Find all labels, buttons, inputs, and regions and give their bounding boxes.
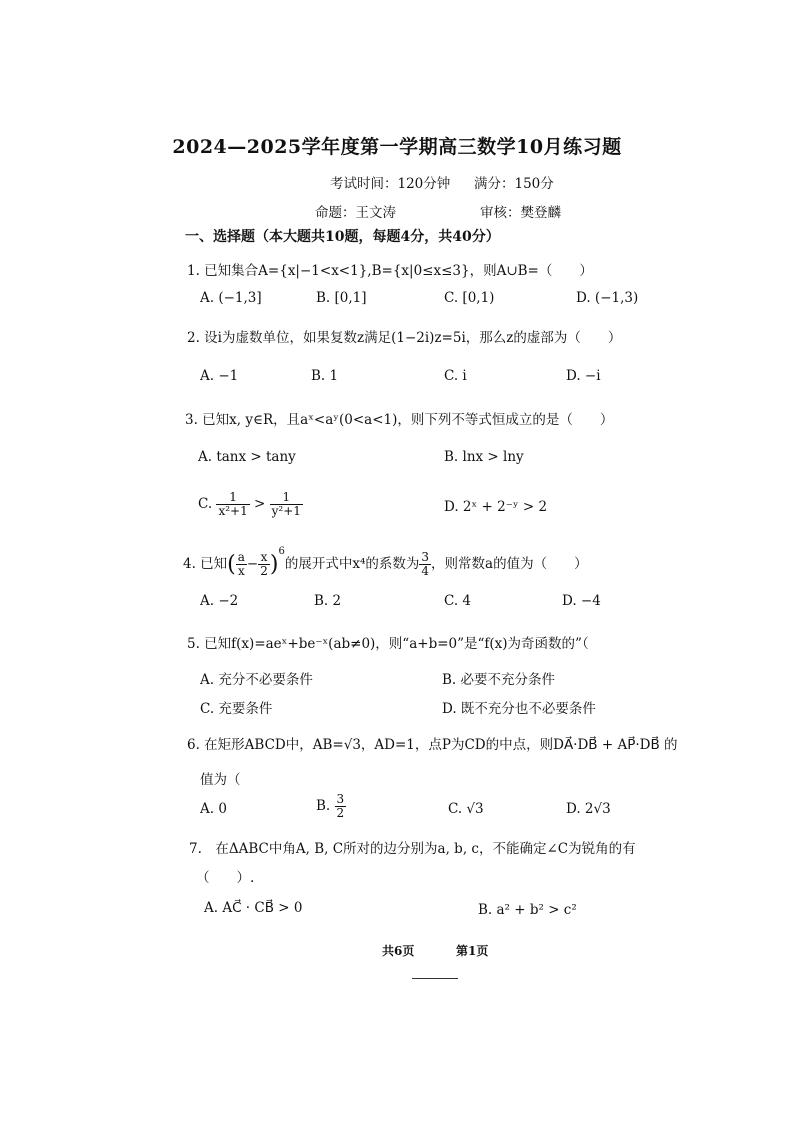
q4-paren-fraction-2 [258,551,270,578]
q5-option-a: A. 充分不必要条件 [200,672,313,688]
q6-option-c: C. √3 [448,801,484,817]
q3-fraction-left-denominator: x²+1 [218,504,248,518]
q3-option-c-label: C. [198,496,213,512]
scan-mark [412,975,458,981]
q6-option-b [316,793,346,820]
question-1-stem: 1. 已知集合A={x|−1<x<1},B={x|0≤x≤3}，则A∪B=（ ） [187,263,593,279]
q3-fraction-left [216,491,249,518]
q4-frac2-num: x [258,551,270,565]
q5-option-c: C. 充要条件 [200,701,273,717]
question-7-stem-line2: （ ）. [196,870,255,886]
q6-option-b-label: B. [316,798,331,814]
q6-b-denominator: 2 [336,806,345,820]
q4-coef-den: 4 [421,564,430,578]
q3-option-a: A. tanx > tany [198,449,296,465]
q1-option-c: C. [0,1) [444,290,495,306]
q6-option-a: A. 0 [200,801,227,817]
q2-option-d: D. −i [566,368,601,384]
q4-coef-num: 3 [421,550,430,564]
q6-option-d: D. 2√3 [566,801,611,817]
q3-option-c [198,491,303,518]
q5-option-b: B. 必要不充分条件 [442,672,556,688]
q4-option-c: C. 4 [444,593,472,609]
q4-frac1-num: a [237,550,245,564]
q7-option-b: B. a² + b² > c² [478,902,577,918]
q3-option-b: B. lnx > lny [444,449,524,465]
section-heading: 一、选择题（本大题共10题，每题4分，共40分） [185,229,500,245]
q7-option-a: A. AC⃗ · CB⃗ > 0 [204,900,303,916]
q4-stem-prefix: 4. 已知 [183,556,228,572]
q3-fraction-right [270,491,303,518]
q3-fraction-right-denominator: y²+1 [271,504,301,518]
question-6-stem-line2: 值为（ [200,772,241,788]
question-6-stem: 6. 在矩形ABCD中，AB=√3，AD=1，点P为CD的中点，则DA⃗·DB⃗ + AP⃗·DB⃗ 的 [187,737,678,753]
q3-greater-sign: > [254,496,266,512]
question-3-stem: 3. 已知x, y∈R，且aˣ<aʸ(0<a<1)，则下列不等式恒成立的是（ ） [185,412,614,428]
q2-option-c: C. i [444,368,467,384]
q3-fraction-right-numerator: 1 [270,491,303,505]
question-4-stem: 4. 已知( $\frac{a}{x}$ − $\frac{x}{2}$ )$^6$的展开式中x⁴的系数为 $\frac{3}{4}$ ，则常数a的值为（ ） [183,546,588,578]
q4-stem-middle: 的展开式中x⁴的系数为 [284,556,420,572]
q4-minus: − [246,556,259,572]
q5-option-d: D. 既不充分也不必要条件 [442,701,596,717]
q4-power: 6 [278,546,285,557]
q4-stem-suffix: ，则常数a的值为（ ） [431,556,588,572]
q2-option-b: B. 1 [311,368,339,384]
q1-option-a: A. (−1,3] [200,290,262,306]
footer-current-page: 第1页 [456,944,489,958]
q6-option-b-fraction [335,793,347,820]
question-5-stem: 5. 已知f(x)=aeˣ+be⁻ˣ(ab≠0)，则“a+b=0”是“f(x)为奇函数的”（ [187,636,589,652]
reviewer: 审核：樊登麟 [480,205,561,221]
exam-title: 2024—2025学年度第一学期高三数学10月练习题 [172,136,622,158]
exam-time: 考试时间：120分钟 [330,176,451,192]
question-2-stem: 2. 设i为虚数单位，如果复数z满足(1−2i)z=5i，那么z的虚部为（ ） [187,330,622,346]
q6-b-numerator: 3 [336,792,345,806]
question-7-stem: 7. 在ΔABC中角A, B, C所对的边分别为a, b, c，不能确定∠C为锐角的有 [189,841,636,857]
q4-frac1-den: x [237,564,245,578]
full-marks: 满分：150分 [474,176,554,192]
q4-coefficient-fraction [419,551,431,578]
author: 命题：王文涛 [315,205,396,221]
q4-option-d: D. −4 [562,593,601,609]
q1-option-b: B. [0,1] [316,290,367,306]
q4-frac2-den: 2 [260,564,268,578]
q1-option-d: D. (−1,3) [576,290,639,306]
q3-option-d: D. 2ˣ + 2⁻ʸ > 2 [444,499,548,515]
q4-paren-fraction-1 [236,551,247,578]
q3-fraction-left-numerator: 1 [216,491,249,505]
q4-option-b: B. 2 [314,593,342,609]
footer-total-pages: 共6页 [382,944,415,958]
q2-option-a: A. −1 [200,368,239,384]
q4-option-a: A. −2 [200,593,239,609]
